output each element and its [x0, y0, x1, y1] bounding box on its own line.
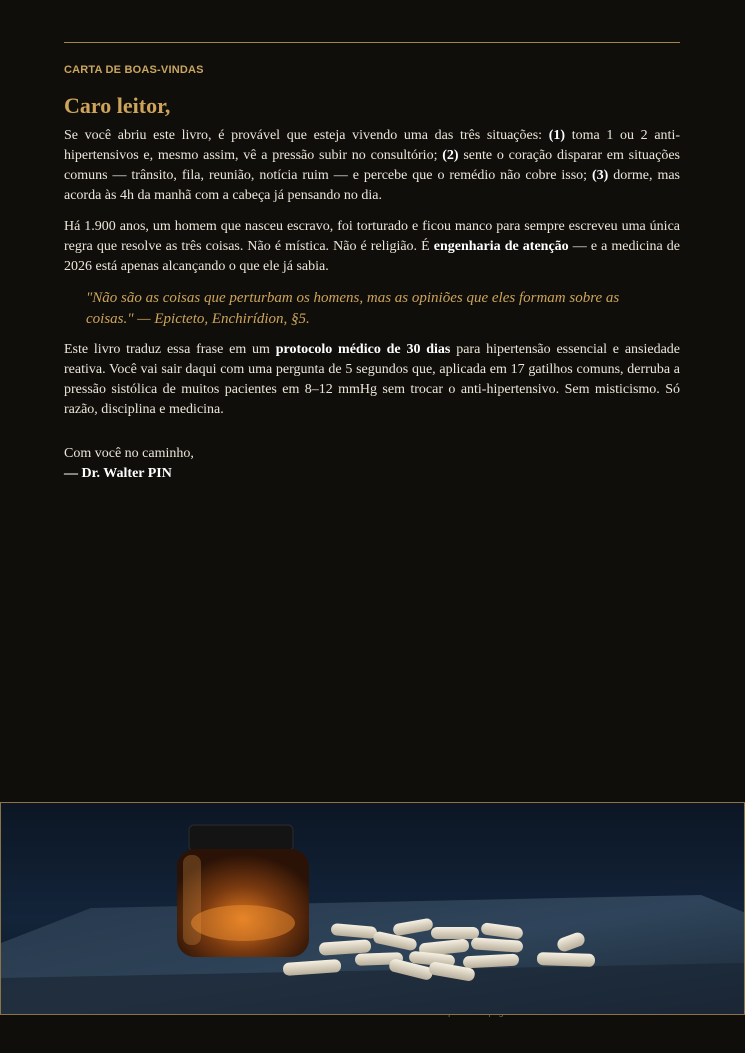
author-signature: — Dr. Walter PIN	[64, 466, 172, 481]
paragraph-situations: Se você abriu este livro, é provável que esteja vivendo uma das três situações: (1) toma 1 ou 2 anti-hipertensivos e, mesmo assim, vê a pressão subir no consultório; (2) sente o coração disparar em situações comuns — trânsito, fila, reunião, notícia ruim — e percebe que o remédio não cobre isso; (3) dorme, mas acorda às 4h da manhã com a cabeça já pensando no dia.	[64, 128, 680, 203]
closing-line: Com você no caminho,	[64, 446, 194, 461]
signature-block	[64, 444, 680, 484]
epictetus-quote: "Não são as coisas que perturbam os homens, mas as opiniões que eles formam sobre as coisas." — Epicteto, Enchirídion, §5.	[86, 290, 620, 327]
top-rule	[64, 42, 680, 43]
letter-greeting: Caro leitor,	[64, 93, 171, 118]
letter-body	[64, 126, 680, 484]
section-kicker: CARTA DE BOAS-VINDAS	[64, 64, 204, 76]
pill-bottle-photo	[0, 802, 745, 1015]
paragraph-protocol: Este livro traduz essa frase em um protocolo médico de 30 dias para hipertensão essencial e ansiedade reativa. Você vai sair daqui com uma pergunta de 5 segundos que, aplicada em 17 gatilhos comuns, derruba a pressão sistólica de muitos pacientes em 8–12 mmHg sem trocar o anti-hipertensivo. Sem misticismo. Só razão, disciplina e medicina.	[64, 342, 681, 417]
paragraph-epictetus: Há 1.900 anos, um homem que nasceu escravo, foi torturado e ficou manco para sempre escreveu uma única regra que resolve as três coisas. Não é mística. Não é religião. É engenharia de atenção — e a medicina de 2026 está apenas alcançando o que ele já sabia.	[64, 219, 681, 274]
